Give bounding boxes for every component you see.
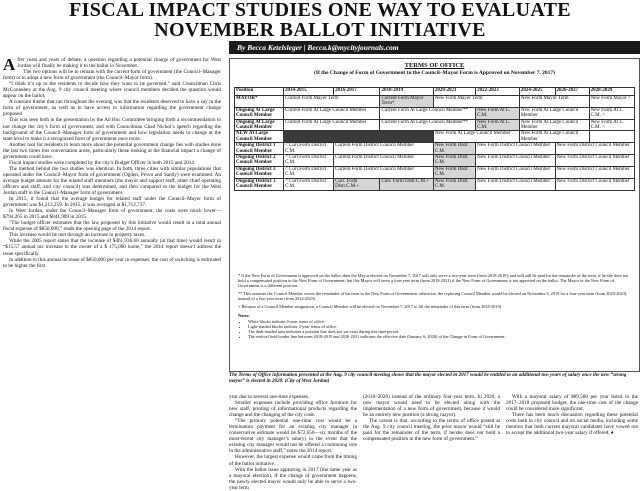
row-label: Ongoing At Large Council Member (235, 119, 284, 131)
row-label: MAYOR* (235, 96, 284, 108)
article-column-1 (3, 57, 221, 478)
paragraph: With a mayoral salary of $89,500 per year listed in the 2017–2018 proposed budget, the one-time cost of the change could be considered more significant. (506, 394, 638, 413)
table-cell: New Form At L. C.M. (476, 107, 520, 119)
footnote: ** This assumes the Council Member serves the remainder of his term in the New Form of Government; otherwise, the replacing Council Member would be elected on November 5, 2019 for a four-year term (from 2020-2023), instead of a two-year term (from 2022-2023). (238, 291, 628, 302)
paragraph: “The primary potential one-time cost would be a termination payment for an existing city manager (a conservative estimate would be $72,650—six months of the most-recent city manager’s salary) in the event that the existing city manager would not be offered a continuing role in the administrative staff,” notes the 2014 report. (229, 418, 357, 455)
table-cell: New Form District Council Member (476, 178, 555, 190)
row-label: Ongoing District 2 Council Member (235, 155, 284, 167)
table-cell: Current Form At Large Council Member (284, 119, 380, 131)
article-column-2 (229, 394, 357, 491)
table-row (235, 166, 635, 178)
list-item: • The vertical bold border line between 2018-2019 and 2020-2021 indicates the effective date (January 6, 2020) of the Change in Form of Government. (248, 334, 633, 339)
table-cell (589, 131, 634, 143)
table-cell: New Form Distr. C.M. (433, 143, 475, 155)
table-cell: New Form At Large Council Member (433, 131, 519, 143)
paragraph: “I think it’s up to the residents to decide how they want to be governed,” said Councilman Chris McConnehey at the Aug. 9 city council meeting where council members decided the question would appear on the ballot. (3, 81, 221, 100)
paragraph: With the ballot issue appearing in 2017 (the same year as a mayoral election), if the change of government happens, the newly elected mayor would only be able to serve a two-year term (229, 466, 357, 491)
paragraph: In addition to this annual increase of $850,000 per year in expenses, the cost of switching is estimated to be higher the first (3, 256, 221, 269)
table-cell: < Curr.Form District C.M. (284, 166, 334, 178)
paragraph: The caveat is that, according to the terms of office posted at the Aug. 9 city council meeting, the prior mayor would “still be paid for the remainder of the term, if he/she does not hold a compensated position in the new form of government.” (363, 418, 500, 443)
table-cell: New Form At Large Council Member (519, 119, 589, 131)
figure-notes (238, 273, 633, 339)
table-cell: < Curr.Form District C.M. (284, 155, 334, 167)
paragraph: Smaller expenses include providing office furniture for new staff, printing of informational products regarding the change and the changing of the city code. (229, 400, 357, 419)
footnote: * If the New Form of Government is approved on the ballot, then the Mayor elected on November 7, 2017 will only serve a two-year term (from 2018-2019), and will still be paid for the remainder of the term, if he/she does not hold a compensated position in the New Form of Government; but this Mayor will serve a four-year term (from 2018-2021) if the New Form of Government is not approved on the ballot. The Mayor in the New Form of Government is a different position. (238, 273, 629, 289)
table-cell: Current Form Mayor Term (284, 96, 380, 108)
table-cell: Curr. Form Distr.C.M.+ (380, 178, 433, 190)
table-cell: New Form District Council Member (555, 178, 634, 190)
table-cell: New Form District Council Member (555, 143, 634, 155)
table-header: 2022-2023 (476, 88, 520, 96)
table-row (235, 131, 635, 143)
table-cell: New Form At L. C.M. > (589, 107, 634, 119)
table-row (235, 178, 635, 190)
paragraph: There has been much discussion regarding these potential costs both in city council and on social media, including some mention that both current mayoral candidates have vowed not to accept the additional two-year salary if offered. ♦ (506, 412, 638, 437)
list-item: • The dark-shaded area indicates a position that does not yet exist during this time period. (248, 329, 633, 334)
table-cell: New Form District Council Member (476, 155, 555, 167)
table-cell: Current Form Mayor Term* (380, 96, 433, 108)
paragraph: The two options will be to remain with the current form of government (the Council–Manager form) or to adopt a new form of government (the Council–Mayor form). (3, 69, 221, 82)
table-cell: New Form Distr. C.M. (433, 155, 475, 167)
table-cell: Curr. Form Distr.C.M.+ (334, 178, 380, 190)
table-cell: New Form At L. C.M. (476, 119, 520, 131)
row-label: Ongoing District 3 Council Member (235, 178, 284, 190)
paragraph: Another tool for residents to learn more about the potential government change lies with studies done the last two times this conversation arose, particularly those looking at the financial impact a change of government could have. (3, 141, 221, 160)
table-row (235, 143, 635, 155)
table-cell: Current Form District Council Member (334, 166, 434, 178)
table-cell: New Form District Council Member (555, 166, 634, 178)
table-cell: Current Form At Large Council Member** (380, 107, 476, 119)
article-column-3 (363, 394, 500, 478)
table-cell: Current Form District Council Member (334, 155, 434, 167)
paragraph: The method behind the two studies was identical. In both, three cities with similar populations that operated under the Council–Mayor form of government (Ogden, Provo and Sandy) were examined. An average budget amount for the related staff members (the mayor and support staff, other chief operating officers and staff, and city council) was determined, and then compared to the budget for the West Jordan staff in the Council–Manager form of government. (3, 165, 221, 197)
table-cell: New Form Mayor Term (433, 96, 519, 108)
table-header: 2016-2017 (334, 88, 380, 96)
paragraph: While the 2005 report states that the increase of $461,936.60 annually (at that time) would result in “$15.57 annual tax increase to the owner of a $ 175,000 home,” the 2014 report doesn’t address the issue specifically. (3, 238, 221, 257)
table-cell: New Form District Council Member (476, 143, 555, 155)
table-header: 2028-2029 (589, 88, 634, 96)
figure-subtitle: (If the Change of Form of Government to the Council–Mayor Form is Approved on November 7, 2017) (314, 70, 555, 76)
table-cell: New Form Mayor > (589, 96, 634, 108)
byline[interactable]: By Becca Ketelsleger | Becca.k@mycityjournals.com (229, 41, 640, 54)
paragraph: year due to several one-time expenses. (229, 394, 310, 400)
paragraph: This increase would be met through an increase in property taxes. (9, 232, 146, 239)
drop-cap: A (3, 55, 16, 74)
table-cell: New Form District Council Member (476, 166, 555, 178)
table-header-row (235, 88, 635, 96)
table-cell: New Form Distr. C.M. (433, 178, 475, 190)
paragraph: A constant theme that ran throughout the evening was that the residents deserved to have a say in the form of government, as well as to have access to information regarding the government change proposed. (3, 99, 221, 118)
footnote: + Because of a Council Member resignation, a Council Member will be elected on November 7, 2017 to fill the remainder of this term (from 2018-2019). (238, 304, 503, 310)
paragraph: “The budget officer estimates that the law proposed by this initiative would result in a total annual fiscal expense of $850,000,” reads the opening page of the 2014 report. (3, 220, 221, 233)
table-row (235, 119, 635, 131)
table-cell: New Form District Council Member (555, 155, 634, 167)
nonexistent-position-cell (284, 131, 434, 143)
table-header: 2020-2021 (433, 88, 475, 96)
article-column-4 (506, 394, 638, 478)
headline-line-1: FISCAL IMPACT STUDIES ONE WAY TO EVALUATE (69, 0, 571, 21)
table-cell: Current Form At Large Council Member** (380, 119, 476, 131)
table-cell: Current Form District Council Member (334, 143, 434, 155)
paragraph: However, the largest expense would come from the timing of the ballot initiative. (229, 454, 357, 467)
table-cell: New Form At L. C.M. > (589, 119, 634, 131)
table-header: 2024-2025 (519, 88, 555, 96)
paragraph: This was seen both in the presentation by the Ad Hoc Committee bringing forth a recommendation to not change the city’s form of government, and with Councilman Chad Nichol’s speech regarding the background of the Council–Manager form of government and how legislation needs to change at the state level to make it a recognized form of government once more. (3, 117, 221, 142)
table-cell: < Curr.Form District C.M. (284, 178, 334, 190)
terms-of-office-figure (229, 58, 640, 372)
table-cell: New Form Mayor Term (519, 96, 589, 108)
row-label: NEW At Large Council Member (235, 131, 284, 143)
row-label: Ongoing At Large Council Member (235, 107, 284, 119)
paragraph: fter years and years of debate, a question regarding a potential change of government for West Jordan will finally be making it to the ballot in November. (17, 57, 221, 70)
list-item: • White blocks indicate 4-year terms of office. (248, 319, 633, 324)
table-cell: New Form At Large Council Member (519, 107, 589, 119)
table-row (235, 107, 635, 119)
table-row (235, 155, 635, 167)
figure-caption: The Terms of Office information presented at the Aug. 9 city council meeting shows that the mayor elected in 2017 would be entitled to an additional two years of salary once the new “strong mayor” is elected in 2020. (City of West Jordan) (229, 372, 627, 384)
table-cell: New Form Distr. C.M. (433, 166, 475, 178)
table-header: 2026-2027 (555, 88, 589, 96)
row-label: Ongoing District 3 Council Member (235, 166, 284, 178)
headline-line-2: NOVEMBER BALLOT INITIATIVE (154, 19, 486, 41)
paragraph: (2018–2020) instead of the ordinary four-year term. In 2020, a new mayor would need to be elected along with the implementation of a new form of government, because it would be an entirely new position (a strong mayor). (363, 394, 500, 419)
table-row (235, 96, 635, 108)
paragraph: Fiscal impact studies were completed by the city’s Budget Officer in both 2015 and 2014. (9, 159, 196, 166)
table-cell: Current Form At Large Council Member (284, 107, 380, 119)
list-item: • Light-shaded blocks indicate 2-year terms of office. (248, 324, 633, 329)
legend-list (238, 319, 633, 339)
table-header: 2018-2019 (380, 88, 433, 96)
figure-title: TERMS OF OFFICE (404, 62, 465, 69)
paragraph: In West Jordan, under the Council–Manager form of government, the costs were much lower—$794,265 in 2015 and $841,909 in 2015. (3, 208, 221, 221)
table-header: Position (235, 88, 284, 96)
table-cell: New Form At Large Council Member (519, 131, 589, 143)
notes-heading: Notes: (238, 312, 250, 318)
headline (0, 0, 640, 40)
paragraph: In 2015, it found that the average budget for related staff under the Council–Mayor form of government was $1,212,259. In 2015, it was averaged at $1,712,737. (3, 196, 221, 209)
row-label: Ongoing District 1 Council Member (235, 143, 284, 155)
table-cell: < Curr.Form District C.M. (284, 143, 334, 155)
terms-table (234, 87, 635, 191)
table-header: 2014-2015 (284, 88, 334, 96)
